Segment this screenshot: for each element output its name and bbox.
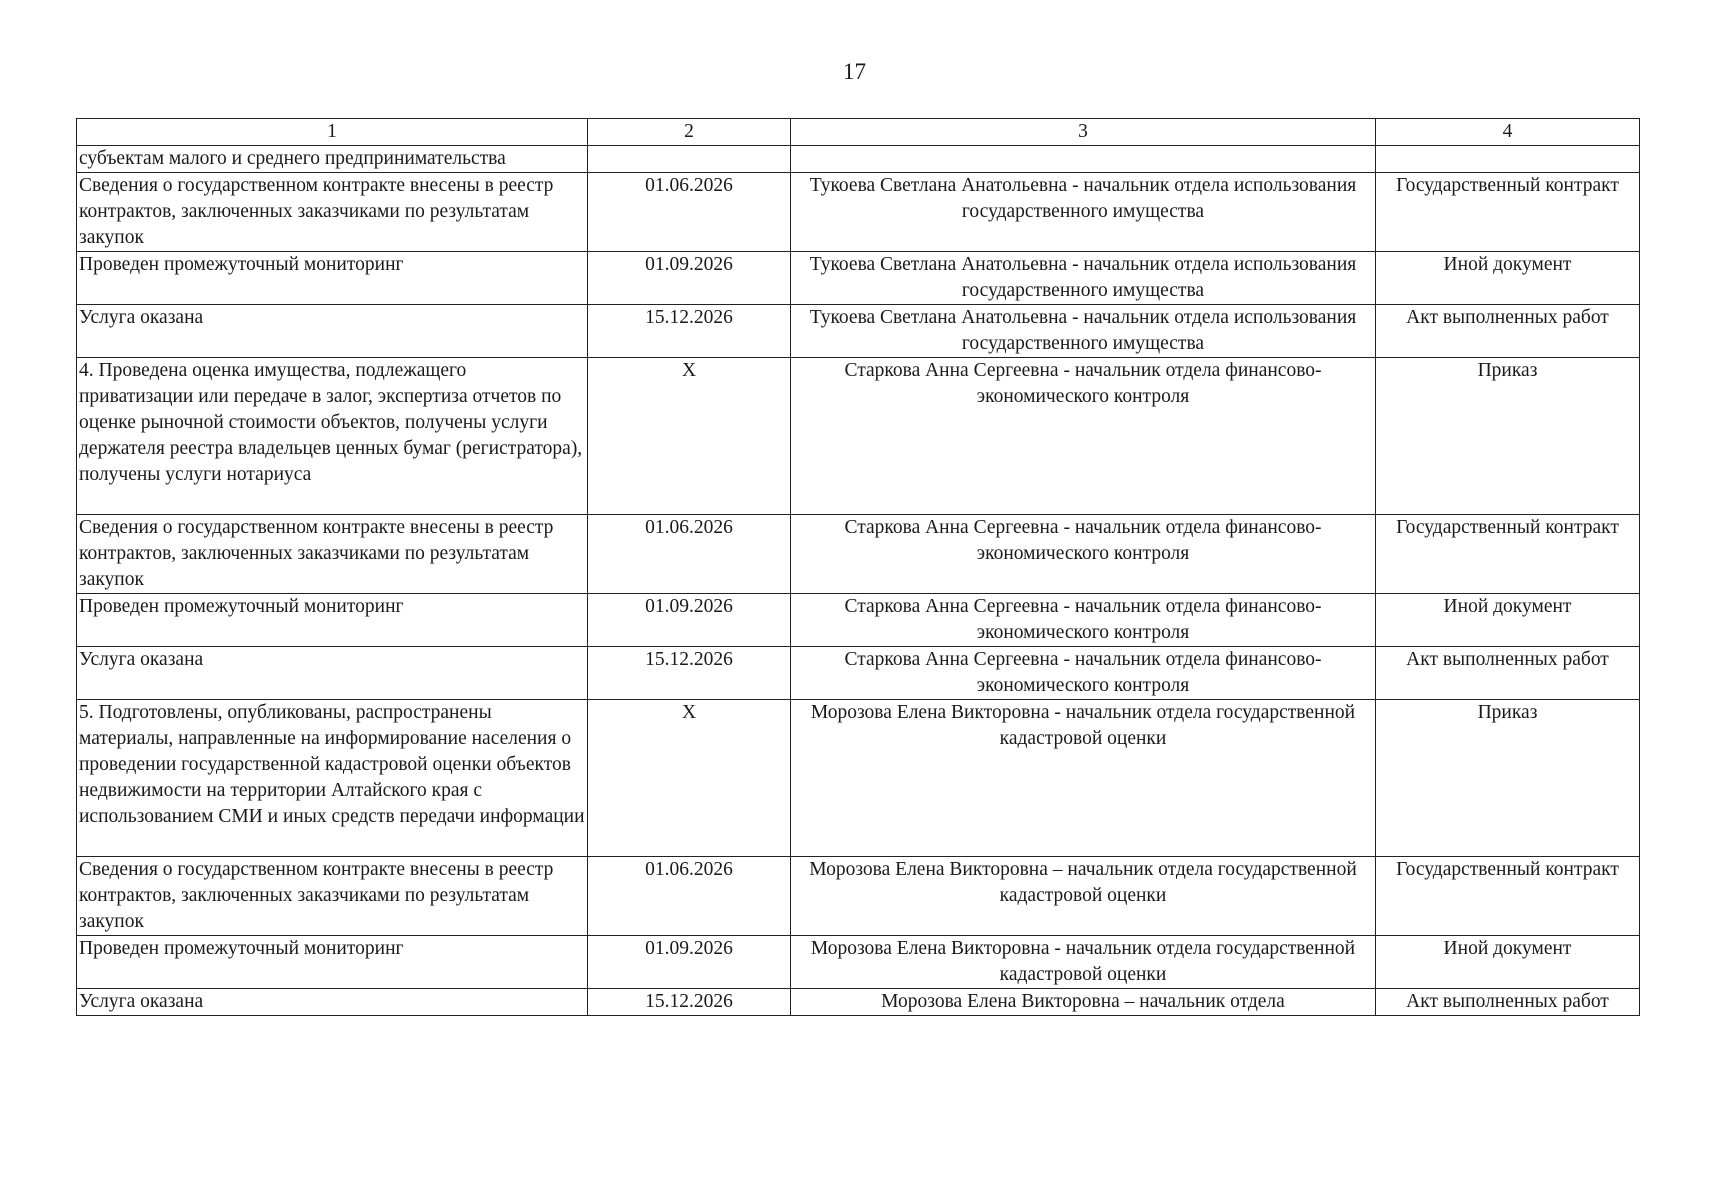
table-row [77, 936, 1640, 989]
date-cell: 01.06.2026 [588, 515, 791, 594]
document-cell: Акт выполненных работ [1376, 305, 1640, 358]
responsible-cell: Тукоева Светлана Анатольевна - начальник отдела использования государственного имущества [791, 252, 1376, 305]
column-header-2: 2 [588, 119, 791, 146]
responsible-cell: Старкова Анна Сергеевна - начальник отдела финансово-экономического контроля [791, 358, 1376, 515]
document-cell: Государственный контракт [1376, 173, 1640, 252]
event-cell: Услуга оказана [77, 647, 588, 700]
table-body [77, 146, 1640, 1016]
date-cell [588, 146, 791, 173]
date-cell: 15.12.2026 [588, 989, 791, 1016]
document-cell: Приказ [1376, 358, 1640, 515]
table-row [77, 989, 1640, 1016]
table-row [77, 358, 1640, 515]
document-cell [1376, 146, 1640, 173]
column-header-4: 4 [1376, 119, 1640, 146]
document-cell: Государственный контракт [1376, 857, 1640, 936]
document-cell: Акт выполненных работ [1376, 989, 1640, 1016]
date-cell: 01.09.2026 [588, 594, 791, 647]
table-row [77, 305, 1640, 358]
responsible-cell: Старкова Анна Сергеевна - начальник отдела финансово-экономического контроля [791, 647, 1376, 700]
document-cell: Иной документ [1376, 252, 1640, 305]
date-cell: 15.12.2026 [588, 647, 791, 700]
event-cell: Услуга оказана [77, 305, 588, 358]
date-cell: X [588, 358, 791, 515]
header-row [77, 119, 1640, 146]
column-header-3: 3 [791, 119, 1376, 146]
event-cell: Сведения о государственном контракте внесены в реестр контрактов, заключенных заказчиками по результатам закупок [77, 173, 588, 252]
document-cell: Приказ [1376, 700, 1640, 857]
document-cell: Акт выполненных работ [1376, 647, 1640, 700]
table-row [77, 146, 1640, 173]
document-cell: Иной документ [1376, 936, 1640, 989]
table-row [77, 173, 1640, 252]
column-header-1: 1 [77, 119, 588, 146]
date-cell: 01.09.2026 [588, 936, 791, 989]
table-row [77, 252, 1640, 305]
event-cell: 5. Подготовлены, опубликованы, распространены материалы, направленные на информирование населения о проведении государственной кадастровой оценки объектов недвижимости на территории Алтайского края с использованием СМИ и иных средств передачи информации [77, 700, 588, 857]
event-cell: Услуга оказана [77, 989, 588, 1016]
event-cell: 4. Проведена оценка имущества, подлежащего приватизации или передаче в залог, экспертиза отчетов по оценке рыночной стоимости объектов, получены услуги держателя реестра владельцев ценных бумаг (регистратора), получены услуги нотариуса [77, 358, 588, 515]
date-cell: 01.06.2026 [588, 173, 791, 252]
responsible-cell: Морозова Елена Викторовна - начальник отдела государственной кадастровой оценки [791, 700, 1376, 857]
table-row [77, 647, 1640, 700]
responsible-cell: Старкова Анна Сергеевна - начальник отдела финансово-экономического контроля [791, 594, 1376, 647]
date-cell: 01.09.2026 [588, 252, 791, 305]
plan-table [76, 118, 1640, 1016]
table-row [77, 594, 1640, 647]
date-cell: 01.06.2026 [588, 857, 791, 936]
responsible-cell [791, 146, 1376, 173]
event-cell: Проведен промежуточный мониторинг [77, 936, 588, 989]
date-cell: 15.12.2026 [588, 305, 791, 358]
document-cell: Иной документ [1376, 594, 1640, 647]
responsible-cell: Морозова Елена Викторовна – начальник отдела [791, 989, 1376, 1016]
responsible-cell: Старкова Анна Сергеевна - начальник отдела финансово-экономического контроля [791, 515, 1376, 594]
responsible-cell: Тукоева Светлана Анатольевна - начальник отдела использования государственного имущества [791, 173, 1376, 252]
responsible-cell: Тукоева Светлана Анатольевна - начальник отдела использования государственного имущества [791, 305, 1376, 358]
event-cell: Проведен промежуточный мониторинг [77, 252, 588, 305]
table-row [77, 857, 1640, 936]
date-cell: X [588, 700, 791, 857]
event-cell: Сведения о государственном контракте внесены в реестр контрактов, заключенных заказчиками по результатам закупок [77, 857, 588, 936]
responsible-cell: Морозова Елена Викторовна - начальник отдела государственной кадастровой оценки [791, 936, 1376, 989]
table-row [77, 515, 1640, 594]
event-cell: субъектам малого и среднего предпринимательства [77, 146, 588, 173]
event-cell: Сведения о государственном контракте внесены в реестр контрактов, заключенных заказчиками по результатам закупок [77, 515, 588, 594]
page-number: 17 [843, 59, 866, 84]
event-cell: Проведен промежуточный мониторинг [77, 594, 588, 647]
document-cell: Государственный контракт [1376, 515, 1640, 594]
responsible-cell: Морозова Елена Викторовна – начальник отдела государственной кадастровой оценки [791, 857, 1376, 936]
table-row [77, 700, 1640, 857]
